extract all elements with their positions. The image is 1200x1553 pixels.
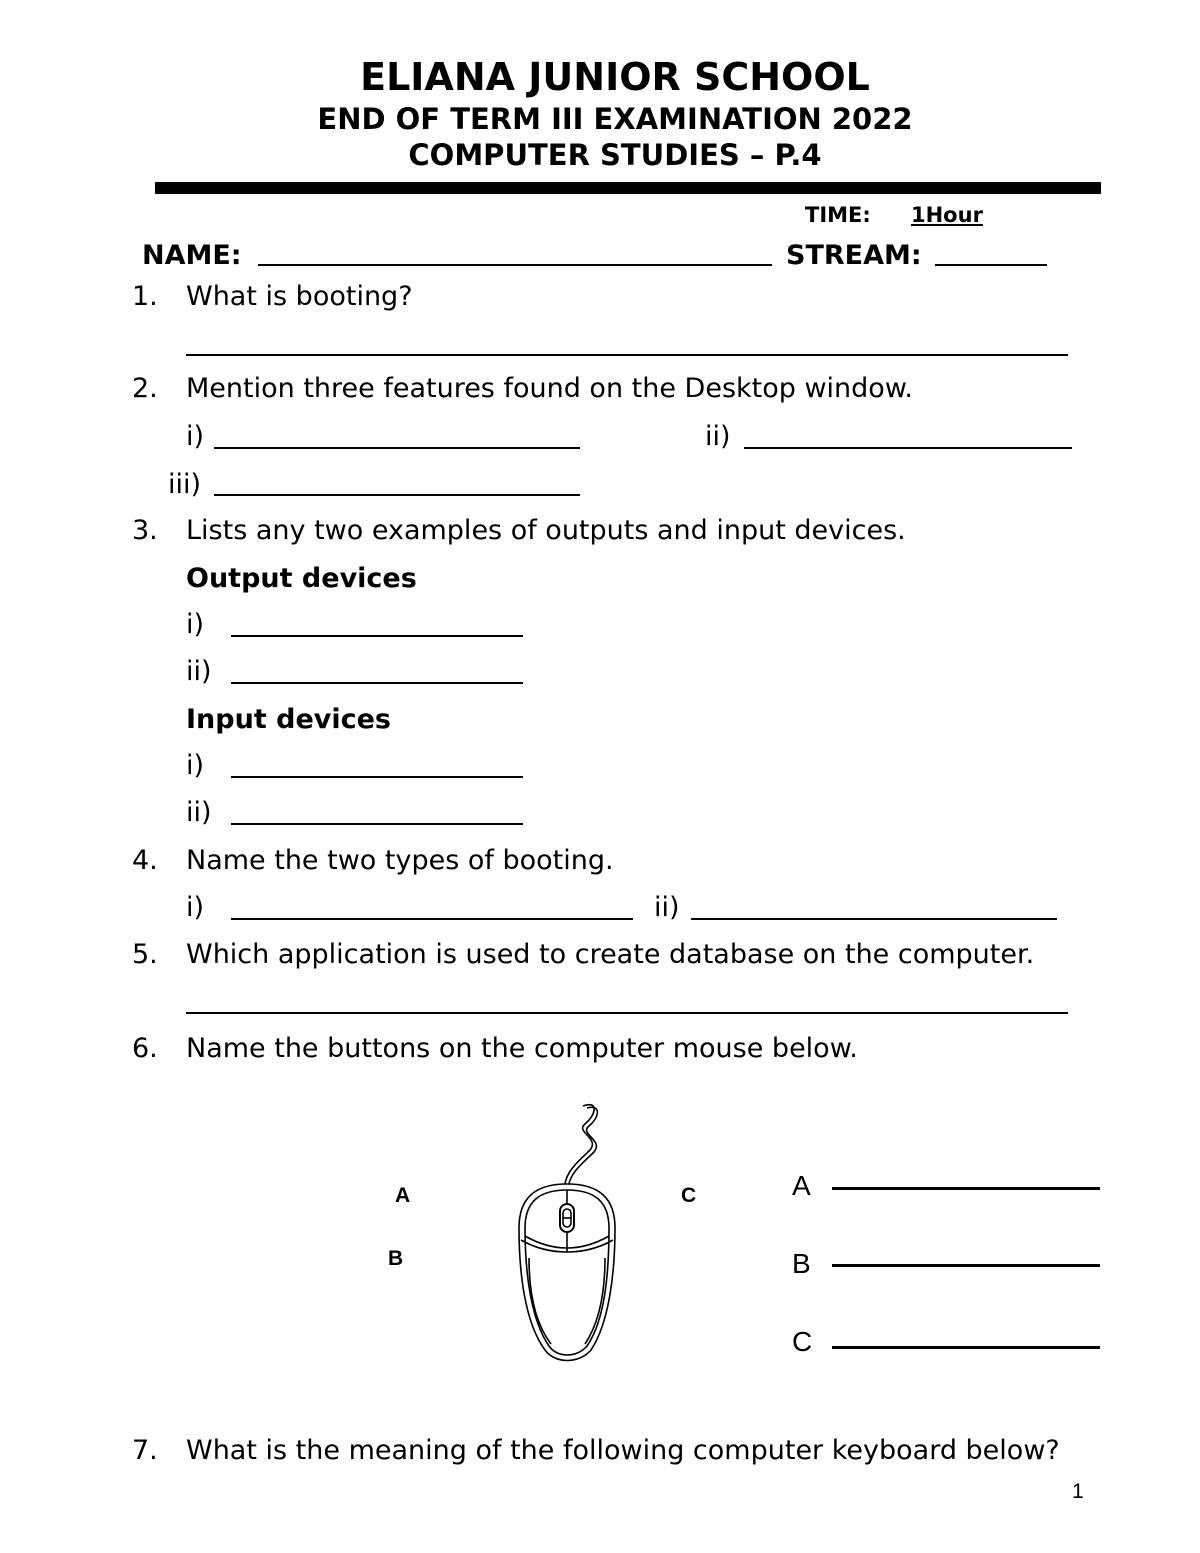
- answer-line-a[interactable]: [832, 1187, 1100, 1190]
- diagram-label-b: B: [388, 1247, 404, 1270]
- q3-text: Lists any two examples of outputs and input devices.: [186, 515, 906, 546]
- q1-text: What is booting?: [186, 281, 413, 312]
- q1-answer-line[interactable]: [186, 354, 1068, 356]
- q7-text: What is the meaning of the following computer keyboard below?: [186, 1435, 1060, 1466]
- q4-part-ii: ii): [654, 892, 680, 923]
- q3-output-line-i[interactable]: [231, 635, 523, 637]
- time-label: TIME:: [805, 203, 871, 227]
- q5-text: Which application is used to create database on the computer.: [186, 939, 1035, 970]
- stream-answer-line[interactable]: [935, 264, 1047, 266]
- q4-answer-line-i[interactable]: [231, 918, 633, 920]
- name-label: NAME:: [142, 240, 242, 271]
- q7-number: 7.: [132, 1435, 158, 1466]
- q3-input-line-i[interactable]: [231, 776, 523, 778]
- q2-answer-line-ii[interactable]: [744, 447, 1072, 449]
- diagram-label-a: A: [395, 1184, 411, 1207]
- q2-part-ii: ii): [705, 421, 731, 452]
- q3-input-line-ii[interactable]: [231, 823, 523, 825]
- q3-input-part-ii: ii): [186, 797, 212, 828]
- q4-part-i: i): [186, 892, 205, 923]
- q6-number: 6.: [132, 1033, 158, 1064]
- q2-part-i: i): [186, 421, 205, 452]
- q5-number: 5.: [132, 939, 158, 970]
- exam-title: END OF TERM III EXAMINATION 2022: [317, 102, 913, 136]
- q4-answer-line-ii[interactable]: [691, 918, 1057, 920]
- answer-line-c[interactable]: [832, 1346, 1100, 1349]
- q2-part-iii: iii): [168, 469, 202, 500]
- q1-number: 1.: [132, 281, 158, 312]
- answer-line-b[interactable]: [832, 1264, 1100, 1267]
- computer-mouse-illustration: [505, 1098, 630, 1370]
- school-title: ELIANA JUNIOR SCHOOL: [360, 55, 870, 99]
- q3-input-heading: Input devices: [186, 704, 392, 735]
- q3-input-part-i: i): [186, 750, 205, 781]
- q6-text: Name the buttons on the computer mouse below.: [186, 1033, 858, 1064]
- q3-number: 3.: [132, 515, 158, 546]
- q2-number: 2.: [132, 373, 158, 404]
- q3-output-line-ii[interactable]: [231, 682, 523, 684]
- q2-answer-line-iii[interactable]: [214, 494, 580, 496]
- subject-title: COMPUTER STUDIES – P.4: [408, 138, 822, 172]
- page-number: 1: [1072, 1480, 1084, 1503]
- q4-text: Name the two types of booting.: [186, 845, 614, 876]
- q3-output-part-ii: ii): [186, 656, 212, 687]
- q2-text: Mention three features found on the Desktop window.: [186, 373, 914, 404]
- answer-label-c: C: [792, 1326, 813, 1357]
- diagram-label-c: C: [681, 1184, 697, 1207]
- q4-number: 4.: [132, 845, 158, 876]
- name-answer-line[interactable]: [258, 264, 772, 266]
- q2-answer-line-i[interactable]: [214, 447, 580, 449]
- time-value: 1Hour: [911, 203, 983, 227]
- stream-label: STREAM:: [786, 240, 922, 271]
- answer-label-b: B: [792, 1248, 811, 1279]
- q3-output-part-i: i): [186, 609, 205, 640]
- header-rule: [155, 182, 1101, 194]
- q3-output-heading: Output devices: [186, 563, 417, 594]
- answer-label-a: A: [792, 1170, 811, 1201]
- q5-answer-line[interactable]: [186, 1012, 1068, 1014]
